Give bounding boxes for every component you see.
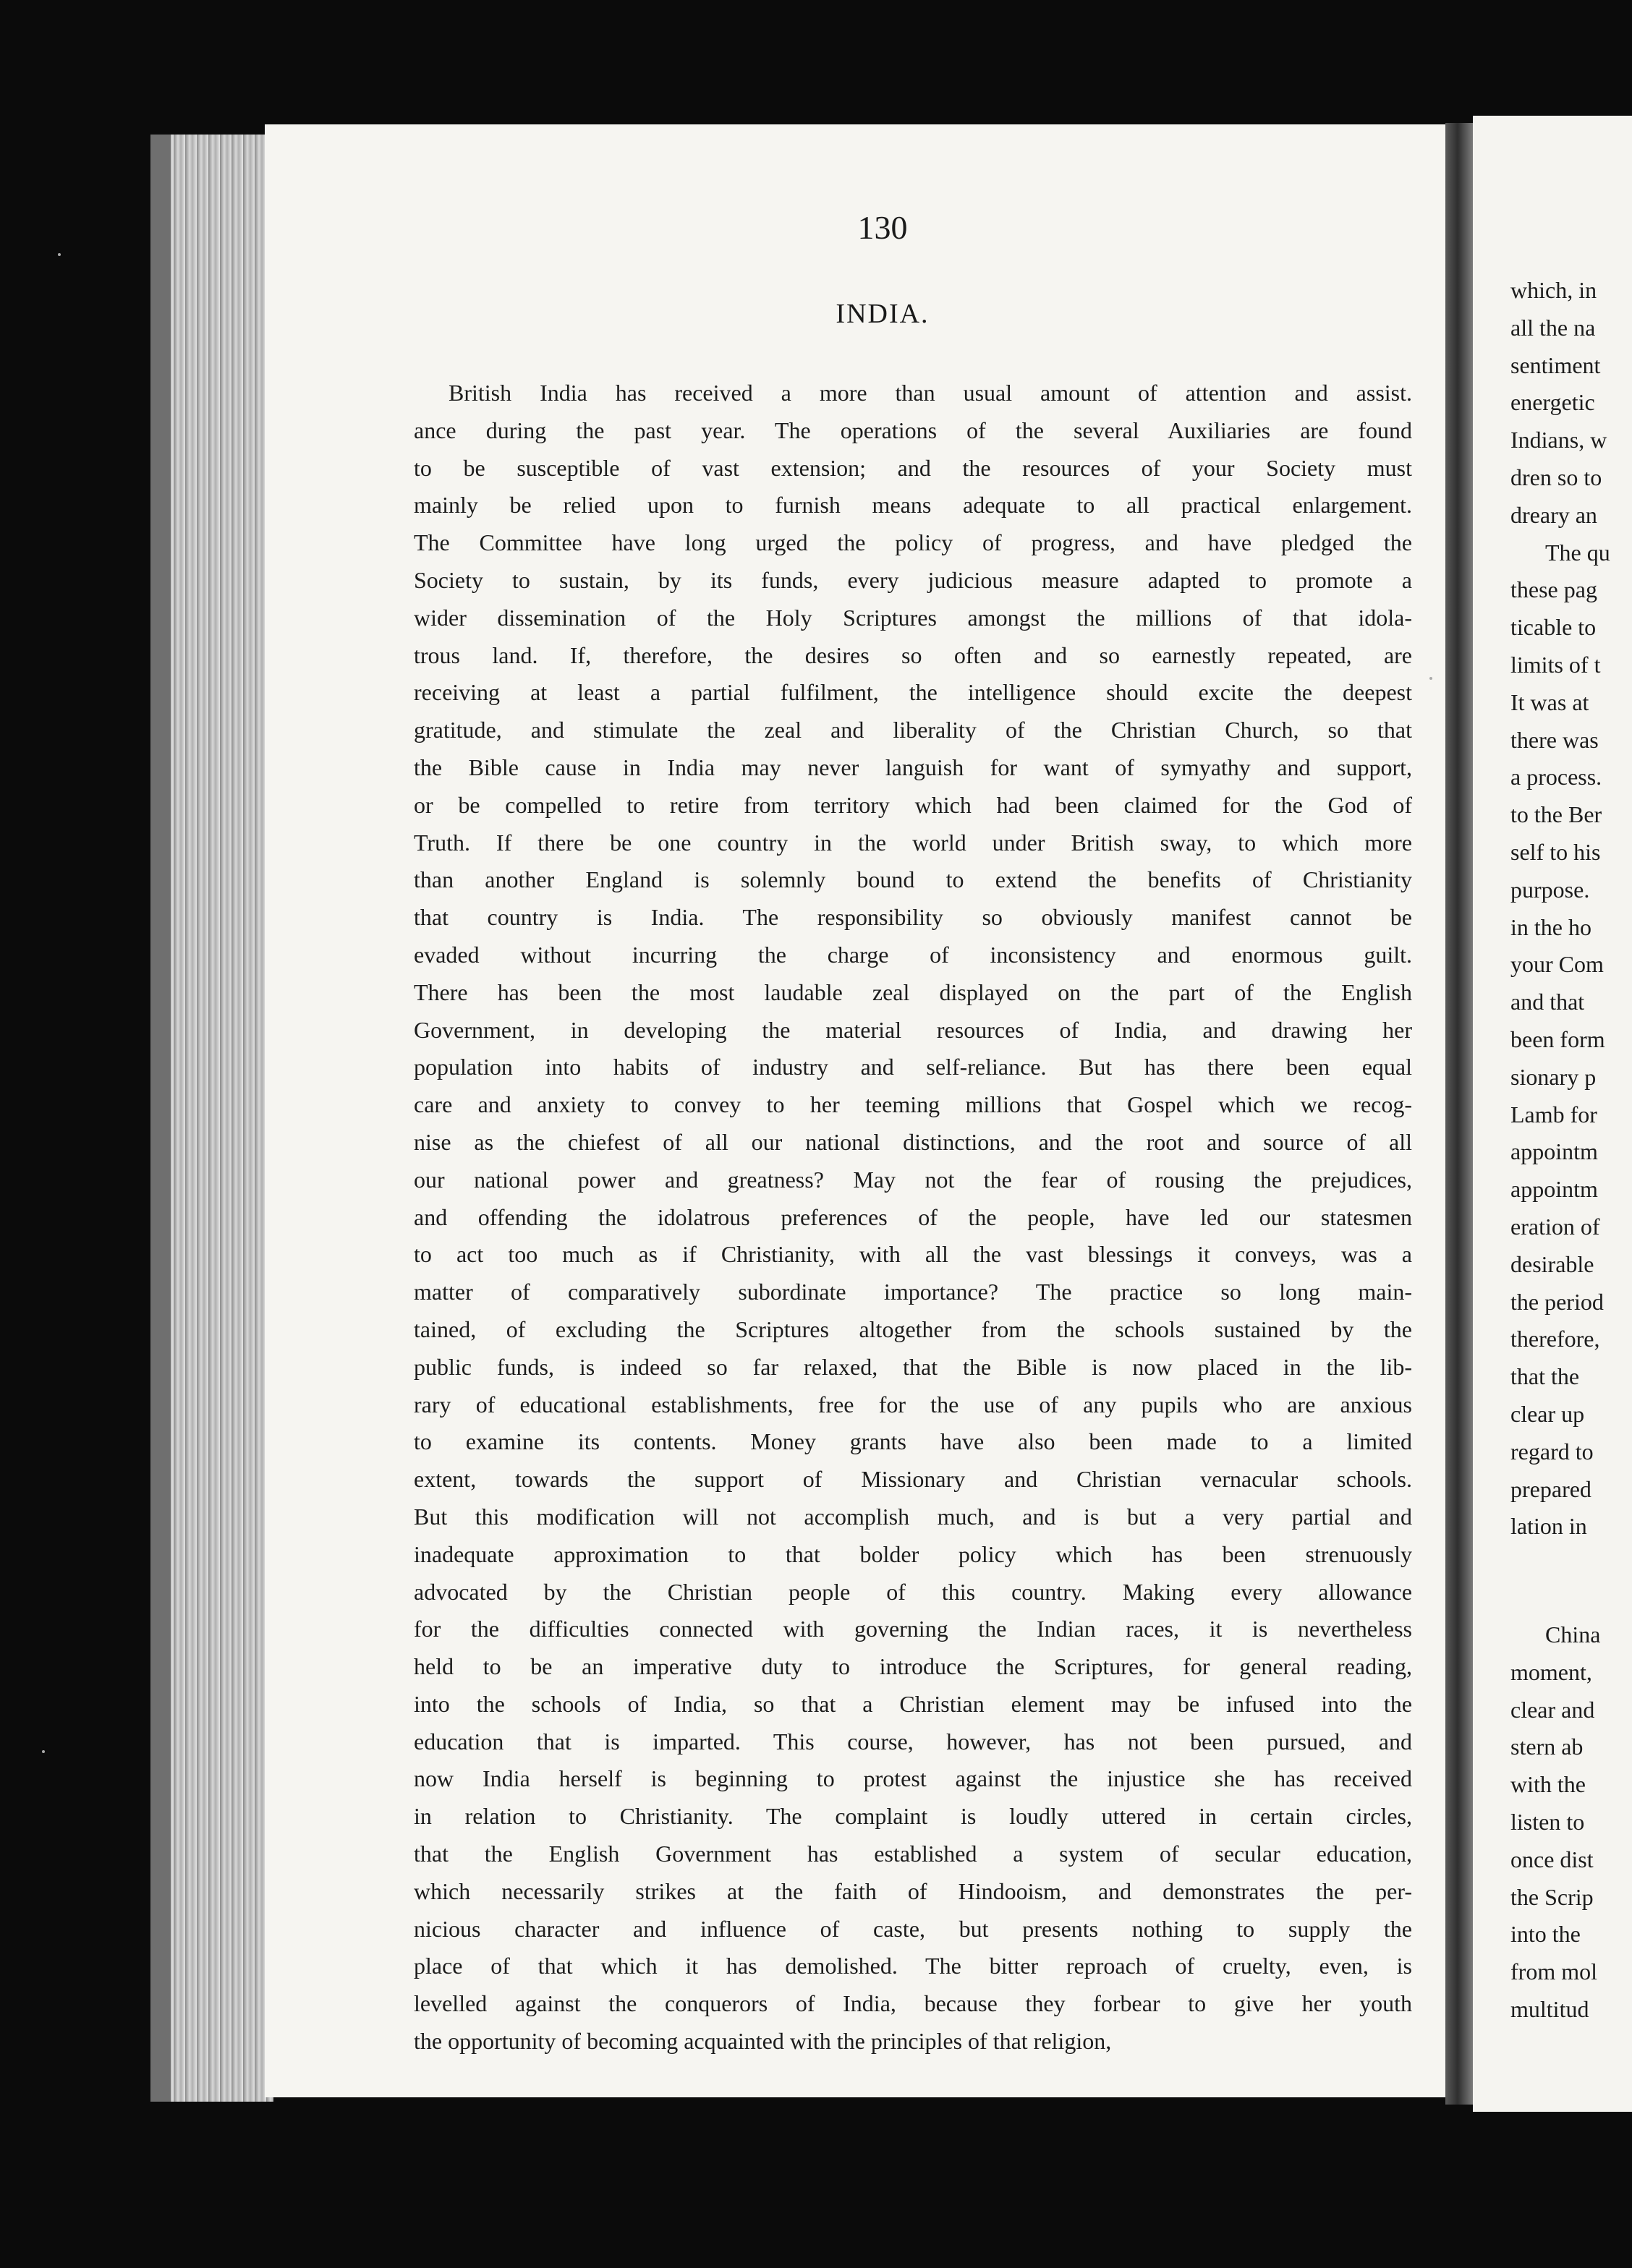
body-line: rary of educational establishments, free for the use of any pupils who are anxious — [414, 1391, 1412, 1418]
right-page-line: to the Ber — [1510, 801, 1602, 828]
body-line: Society to sustain, by its funds, every judicious measure adapted to promote a — [414, 566, 1412, 593]
right-page-line: ticable to — [1510, 614, 1597, 641]
book-page-edges — [150, 135, 273, 2102]
right-page-line: with the — [1510, 1771, 1586, 1798]
right-page-line: sentiment — [1510, 351, 1601, 378]
right-page-line: which, in — [1510, 277, 1597, 303]
right-page-line: appointm — [1510, 1176, 1598, 1203]
right-page-line: clear up — [1510, 1400, 1585, 1427]
body-line: mainly be relied upon to furnish means adequate to all practical enlargement. — [414, 492, 1412, 519]
body-line: Truth. If there be one country in the world under British sway, to which more — [414, 829, 1412, 856]
body-line: that the English Government has established a system of secular education, — [414, 1841, 1412, 1867]
body-line: that country is India. The responsibility so obviously manifest cannot be — [414, 904, 1412, 931]
book-spine — [1445, 123, 1473, 2105]
body-line: public funds, is indeed so far relaxed, that the Bible is now placed in the lib- — [414, 1353, 1412, 1380]
right-page-line: from mol — [1510, 1958, 1597, 1985]
right-page-line: the period — [1510, 1288, 1604, 1315]
body-line: which necessarily strikes at the faith of Hindooism, and demonstrates the per- — [414, 1877, 1412, 1904]
body-line: into the schools of India, so that a Christian element may be infused into the — [414, 1690, 1412, 1717]
right-page-line: desirable — [1510, 1250, 1594, 1277]
dust-speck — [1429, 677, 1432, 680]
body-line: in relation to Christianity. The complaint is loudly uttered in certain circles, — [414, 1803, 1412, 1830]
body-line: But this modification will not accomplish much, and is but a very partial and — [414, 1503, 1412, 1530]
body-line: gratitude, and stimulate the zeal and liberality of the Christian Church, so that — [414, 717, 1412, 743]
section-heading: INDIA. — [836, 299, 930, 329]
page-number: 130 — [857, 209, 908, 246]
body-line: held to be an imperative duty to introduce the Scriptures, for general reading, — [414, 1653, 1412, 1680]
body-line: matter of comparatively subordinate importance? The practice so long main- — [414, 1279, 1412, 1305]
body-line: our national power and greatness? May not the fear of rousing the prejudices, — [414, 1166, 1412, 1193]
right-page-line: your Com — [1510, 951, 1604, 978]
right-page-line: eration of — [1510, 1213, 1600, 1240]
right-page-line: Indians, w — [1510, 427, 1607, 453]
right-page-line: therefore, — [1510, 1326, 1600, 1352]
body-line: the opportunity of becoming acquainted with the principles of that religion, — [414, 2028, 1112, 2055]
body-line: now India herself is beginning to protest against the injustice she has received — [414, 1765, 1412, 1792]
right-page-line: once dist — [1510, 1846, 1594, 1872]
body-line: education that is imparted. This course, however, has not been pursued, and — [414, 1728, 1412, 1755]
right-page-line: limits of t — [1510, 651, 1601, 678]
right-page-text — [1510, 272, 1632, 2029]
body-line: There has been the most laudable zeal displayed on the part of the English — [414, 979, 1412, 1005]
right-page-line: into the — [1510, 1921, 1581, 1948]
body-line: to be susceptible of vast extension; and the resources of your Society must — [414, 454, 1412, 481]
section-gap — [1510, 1546, 1632, 1616]
right-page-line: the Scrip — [1510, 1883, 1594, 1910]
right-page-line: China — [1545, 1621, 1601, 1648]
right-page-line: lation in — [1510, 1513, 1587, 1540]
dust-speck — [42, 1750, 45, 1753]
right-page-line: multitud — [1510, 1996, 1589, 2023]
body-line: inadequate approximation to that bolder policy which has been strenuously — [414, 1540, 1412, 1567]
body-line: the Bible cause in India may never languish for want of symyathy and support, — [414, 754, 1412, 780]
right-page-line: there was — [1510, 726, 1599, 753]
right-page-line: sionary p — [1510, 1063, 1597, 1090]
body-line: than another England is solemnly bound to extend the benefits of Christianity — [414, 866, 1412, 893]
right-page-line: prepared — [1510, 1475, 1591, 1502]
right-page-line: The qu — [1545, 539, 1610, 566]
body-line: tained, of excluding the Scriptures altogether from the schools sustained by the — [414, 1316, 1412, 1342]
right-page-line: listen to — [1510, 1809, 1585, 1836]
right-page-line: dren so to — [1510, 464, 1602, 490]
body-line: extent, towards the support of Missionary and Christian vernacular schools. — [414, 1466, 1412, 1493]
right-page-line: moment, — [1510, 1658, 1592, 1685]
right-page-line: that the — [1510, 1363, 1580, 1390]
body-line: to examine its contents. Money grants have also been made to a limited — [414, 1428, 1412, 1455]
body-line: wider dissemination of the Holy Scriptures amongst the millions of that idola- — [414, 604, 1412, 631]
right-page-line: a process. — [1510, 764, 1602, 790]
body-line: place of that which it has demolished. The bitter reproach of cruelty, even, is — [414, 1953, 1412, 1979]
body-line: receiving at least a partial fulfilment, the intelligence should excite the deepest — [414, 679, 1412, 706]
body-line: ance during the past year. The operations of the several Auxiliaries are found — [414, 417, 1412, 443]
right-page-line: dreary an — [1510, 501, 1597, 528]
body-line: care and anxiety to convey to her teeming millions that Gospel which we recog- — [414, 1091, 1412, 1118]
body-text — [414, 375, 1412, 2060]
body-line: levelled against the conquerors of India, because they forbear to give her youth — [414, 1990, 1412, 2017]
right-page-line: and that — [1510, 989, 1585, 1015]
dust-speck — [58, 253, 61, 256]
body-line: and offending the idolatrous preferences of the people, have led our statesmen — [414, 1203, 1412, 1230]
right-page-line: these pag — [1510, 576, 1597, 603]
right-page-line: all the na — [1510, 314, 1596, 341]
body-line: British India has received a more than usual amount of attention and assist. — [449, 380, 1412, 406]
body-line: or be compelled to retire from territory which had been claimed for the God of — [414, 791, 1412, 818]
right-page-line: appointm — [1510, 1138, 1598, 1165]
right-page-line: regard to — [1510, 1438, 1594, 1465]
body-line: evaded without incurring the charge of inconsistency and enormous guilt. — [414, 941, 1412, 968]
right-page-line: energetic — [1510, 389, 1595, 416]
body-line: Government, in developing the material resources of India, and drawing her — [414, 1016, 1412, 1043]
body-line: for the difficulties connected with governing the Indian races, it is nevertheless — [414, 1616, 1412, 1642]
body-line: advocated by the Christian people of this country. Making every allowance — [414, 1578, 1412, 1605]
body-line: to act too much as if Christianity, with all the vast blessings it conveys, was a — [414, 1241, 1412, 1268]
right-page-line: been form — [1510, 1026, 1605, 1052]
body-line: The Committee have long urged the policy of progress, and have pledged the — [414, 529, 1412, 556]
right-page-line: self to his — [1510, 838, 1601, 865]
right-page-line: Lamb for — [1510, 1101, 1597, 1127]
body-line: population into habits of industry and self-reliance. But has there been equal — [414, 1054, 1412, 1080]
right-page-line: in the ho — [1510, 913, 1591, 940]
body-line: trous land. If, therefore, the desires so often and so earnestly repeated, are — [414, 641, 1412, 668]
right-page-line: purpose. — [1510, 876, 1590, 903]
right-page-line: stern ab — [1510, 1734, 1584, 1760]
right-page-line: It was at — [1510, 688, 1589, 715]
body-line: nise as the chiefest of all our national distinctions, and the root and source of all — [414, 1128, 1412, 1155]
body-line: nicious character and influence of caste, but presents nothing to supply the — [414, 1915, 1412, 1942]
right-page-line: clear and — [1510, 1696, 1595, 1723]
